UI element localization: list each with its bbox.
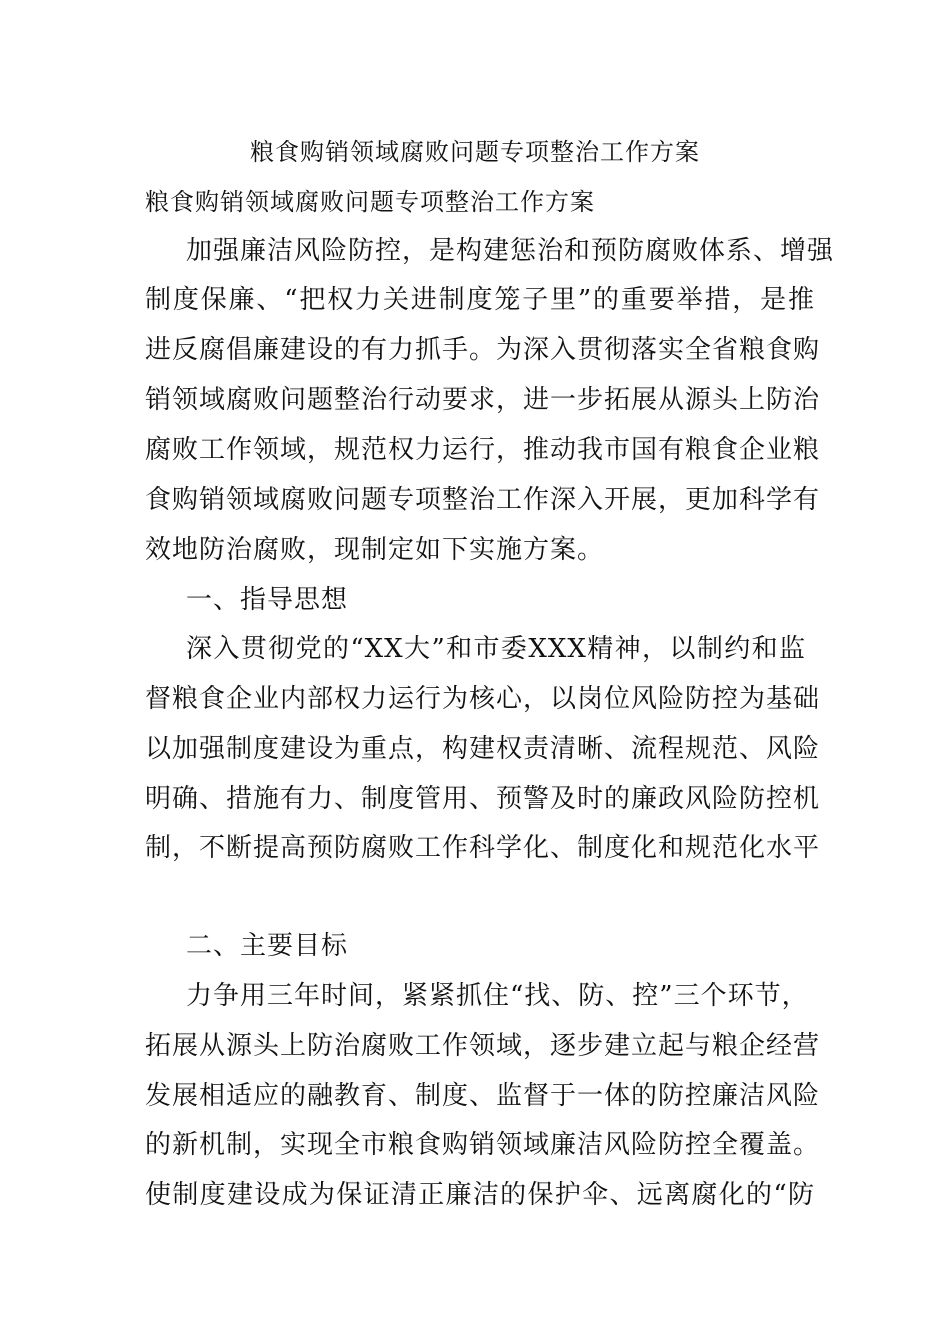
section2-line-5: 使制度建设成为保证清正廉洁的保护伞、远离腐化的“防	[145, 1180, 815, 1210]
section2-line-1: 力争用三年时间，紧紧抓住“找、防、控”三个环节，	[186, 981, 809, 1011]
intro-line-3: 进反腐倡廉建设的有力抓手。为深入贯彻落实全省粮食购	[145, 335, 821, 365]
section2-line-2: 拓展从源头上防治腐败工作领域，逐步建立起与粮企经营	[145, 1031, 821, 1061]
section1-line-1: 深入贯彻党的“XX大”和市委XXX精神，以制约和监	[186, 634, 806, 664]
section2-heading: 二、主要目标	[186, 931, 349, 961]
intro-line-7: 效地防治腐败，现制定如下实施方案。	[145, 535, 605, 565]
document-subtitle: 粮食购销领域腐败问题专项整治工作方案	[145, 188, 595, 216]
section2-line-3: 发展相适应的融教育、制度、监督于一体的防控廉洁风险	[145, 1081, 821, 1111]
section2-line-4: 的新机制，实现全市粮食购销领域廉洁风险防控全覆盖。	[145, 1130, 821, 1160]
intro-line-1: 加强廉洁风险防控，是构建惩治和预防腐败体系、增强	[186, 236, 835, 266]
section1-line-5: 制，不断提高预防腐败工作科学化、制度化和规范化水平	[145, 833, 821, 863]
intro-line-6: 食购销领域腐败问题专项整治工作深入开展，更加科学有	[145, 485, 821, 515]
section1-line-3: 以加强制度建设为重点，构建权责清晰、流程规范、风险	[145, 734, 821, 764]
intro-line-2: 制度保廉、“把权力关进制度笼子里”的重要举措，是推	[145, 285, 815, 315]
section1-line-2: 督粮食企业内部权力运行为核心，以岗位风险防控为基础	[145, 684, 821, 714]
section1-line-4: 明确、措施有力、制度管用、预警及时的廉政风险防控机	[145, 784, 821, 814]
intro-line-5: 腐败工作领域，规范权力运行，推动我市国有粮食企业粮	[145, 435, 821, 465]
section1-heading: 一、指导思想	[186, 585, 349, 615]
intro-line-4: 销领域腐败问题整治行动要求，进一步拓展从源头上防治	[145, 385, 821, 415]
document-title: 粮食购销领域腐败问题专项整治工作方案	[250, 138, 700, 166]
